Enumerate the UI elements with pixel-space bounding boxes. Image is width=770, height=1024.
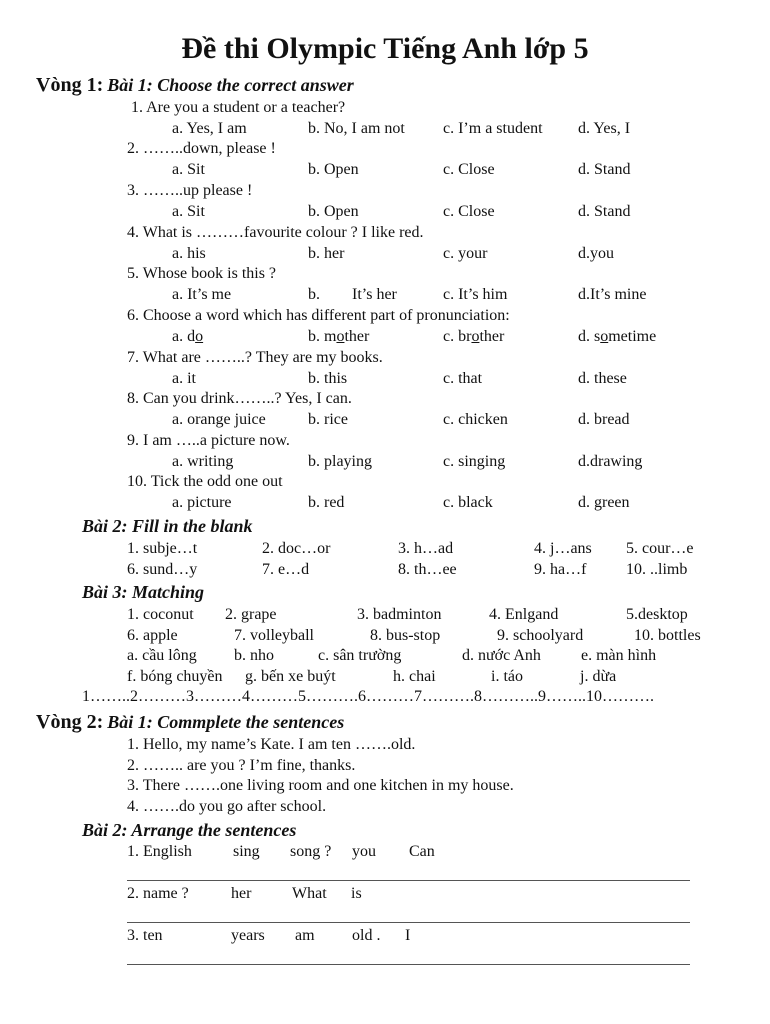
- question-4-option-b: b. her: [308, 245, 345, 262]
- question-1-option-d: d. Yes, I: [578, 120, 631, 137]
- question-3: 3. ……..up please !: [127, 182, 253, 199]
- question-9-option-c: c. singing: [443, 453, 506, 470]
- matching-item: c. sân trường: [318, 647, 402, 664]
- complete-sentence-2: 2. …….. are you ? I’m fine, thanks.: [127, 756, 356, 774]
- question-3-option-b: b. Open: [308, 203, 359, 220]
- arrange-word: am: [295, 927, 315, 944]
- arrange-word: you: [352, 843, 376, 860]
- arrange-word: song ?: [290, 843, 332, 860]
- matching-item: 6. apple: [127, 627, 178, 644]
- question-8: 8. Can you drink……..? Yes, I can.: [127, 390, 352, 407]
- fill-blank-item: 10. ..limb: [626, 561, 688, 578]
- arrange-word: old .: [352, 927, 381, 944]
- round2-part2-title: Bài 2: Arrange the sentences: [82, 820, 297, 840]
- matching-item: g. bến xe buýt: [245, 668, 336, 685]
- matching-item: h. chai: [393, 668, 436, 685]
- matching-item: 3. badminton: [357, 606, 442, 623]
- question-10-option-b: b. red: [308, 494, 345, 511]
- question-5-option-b: b.: [308, 286, 320, 303]
- complete-sentence-1: 1. Hello, my name’s Kate. I am ten …….old.: [127, 736, 416, 753]
- matching-item: e. màn hình: [581, 647, 657, 664]
- matching-item: b. nho: [234, 647, 274, 664]
- question-10-option-a: a. picture: [172, 494, 232, 511]
- complete-sentence-4: 4. …….do you go after school.: [127, 798, 327, 816]
- round1-label: Vòng 1:: [36, 74, 104, 96]
- question-7: 7. What are ……..? They are my books.: [127, 349, 383, 366]
- question-6-option-b: b. mother: [308, 328, 370, 345]
- question-6-option-c: c. brother: [443, 328, 505, 345]
- question-7-option-b: b. this: [308, 370, 348, 387]
- round2-part1-title: Bài 1: Commplete the sentences: [107, 712, 345, 732]
- question-6: 6. Choose a word which has different part of pronunciation:: [127, 307, 510, 324]
- fill-blank-item: 5. cour…e: [626, 540, 694, 557]
- round2-label: Vòng 2:: [36, 711, 104, 733]
- round1-header: [36, 74, 354, 97]
- question-7-option-d: d. these: [578, 370, 627, 387]
- question-2-option-b: b. Open: [308, 161, 359, 178]
- question-6-option-d: d. sometime: [578, 328, 657, 345]
- fill-blank-item: 1. subje…t: [127, 540, 198, 557]
- arrange-word: What: [292, 885, 327, 902]
- question-4-option-a: a. his: [172, 245, 206, 262]
- question-9-option-d: d.drawing: [578, 453, 643, 470]
- matching-item: d. nước Anh: [462, 647, 541, 664]
- matching-item: 5.desktop: [626, 606, 688, 623]
- question-10-option-c: c. black: [443, 494, 493, 511]
- fill-blank-item: 7. e…d: [262, 561, 310, 578]
- question-9-option-a: a. writing: [172, 453, 234, 470]
- question-4-option-d: d.you: [578, 245, 614, 262]
- question-9: 9. I am …..a picture now.: [127, 432, 290, 449]
- matching-item: a. cầu lông: [127, 647, 197, 664]
- round1-part3-title: Bài 3: Matching: [82, 582, 205, 602]
- arrange-word: her: [231, 885, 252, 902]
- question-10: 10. Tick the odd one out: [127, 473, 283, 490]
- question-2-option-d: d. Stand: [578, 161, 631, 178]
- fill-blank-item: 8. th…ee: [398, 561, 457, 578]
- arrange-word: 3. ten: [127, 927, 163, 944]
- matching-item: j. dừa: [580, 668, 617, 685]
- fill-blank-item: 4. j…ans: [534, 540, 592, 557]
- question-8-option-b: b. rice: [308, 411, 348, 428]
- matching-item: 4. Enlgand: [489, 606, 559, 623]
- round1-part1-title: Bài 1: Choose the correct answer: [107, 75, 354, 95]
- question-2-option-c: c. Close: [443, 161, 495, 178]
- question-5-option-c: c. It’s him: [443, 286, 508, 303]
- question-8-option-a: a. orange juice: [172, 411, 266, 428]
- answer-line-3: [127, 964, 690, 965]
- matching-item: 10. bottles: [634, 627, 701, 644]
- answer-line-1: [127, 880, 690, 881]
- question-8-option-d: d. bread: [578, 411, 630, 428]
- question-2: 2. ……..down, please !: [127, 140, 276, 157]
- matching-item: 2. grape: [225, 606, 277, 623]
- fill-blank-item: 9. ha…f: [534, 561, 587, 578]
- matching-item: 1. coconut: [127, 606, 194, 623]
- question-5-option-b-text: It’s her: [352, 286, 397, 303]
- question-7-option-a: a. it: [172, 370, 196, 387]
- question-4-option-c: c. your: [443, 245, 488, 262]
- question-9-option-b: b. playing: [308, 453, 372, 470]
- question-1: 1. Are you a student or a teacher?: [131, 99, 346, 116]
- question-5-option-d: d.It’s mine: [578, 286, 647, 303]
- matching-item: 9. schoolyard: [497, 627, 584, 644]
- arrange-word: 2. name ?: [127, 885, 189, 902]
- fill-blank-item: 3. h…ad: [398, 540, 454, 557]
- matching-answer-line: 1……..2………3………4………5……….6………7……….8………..9……..10……….: [82, 688, 654, 705]
- arrange-word: sing: [233, 843, 260, 860]
- matching-item: 8. bus-stop: [370, 627, 441, 644]
- answer-line-2: [127, 922, 690, 923]
- matching-item: f. bóng chuyền: [127, 668, 223, 685]
- matching-item: i. táo: [491, 668, 523, 685]
- arrange-word: years: [231, 927, 265, 944]
- complete-sentence-3: 3. There …….one living room and one kitchen in my house.: [127, 777, 514, 795]
- question-8-option-c: c. chicken: [443, 411, 508, 428]
- fill-blank-item: 6. sund…y: [127, 561, 198, 578]
- question-1-option-c: c. I’m a student: [443, 120, 543, 137]
- page-title: Đề thi Olympic Tiếng Anh lớp 5: [181, 32, 589, 65]
- arrange-word: Can: [409, 843, 435, 860]
- question-3-option-d: d. Stand: [578, 203, 631, 220]
- arrange-word: 1. English: [127, 843, 192, 860]
- round1-part2-title: Bài 2: Fill in the blank: [82, 516, 253, 536]
- question-5-option-a: a. It’s me: [172, 286, 232, 303]
- question-7-option-c: c. that: [443, 370, 483, 387]
- round2-header: [36, 711, 344, 734]
- question-3-option-a: a. Sit: [172, 203, 205, 220]
- arrange-word: I: [405, 927, 411, 944]
- question-3-option-c: c. Close: [443, 203, 495, 220]
- matching-item: 7. volleyball: [234, 627, 314, 644]
- question-1-option-b: b. No, I am not: [308, 120, 405, 137]
- question-4: 4. What is ………favourite colour ? I like red.: [127, 224, 424, 241]
- question-2-option-a: a. Sit: [172, 161, 205, 178]
- question-6-option-a: a. do: [172, 328, 204, 345]
- question-10-option-d: d. green: [578, 494, 630, 511]
- fill-blank-item: 2. doc…or: [262, 540, 331, 557]
- question-5: 5. Whose book is this ?: [127, 265, 277, 282]
- question-1-option-a: a. Yes, I am: [172, 120, 247, 137]
- arrange-word: is: [351, 885, 362, 902]
